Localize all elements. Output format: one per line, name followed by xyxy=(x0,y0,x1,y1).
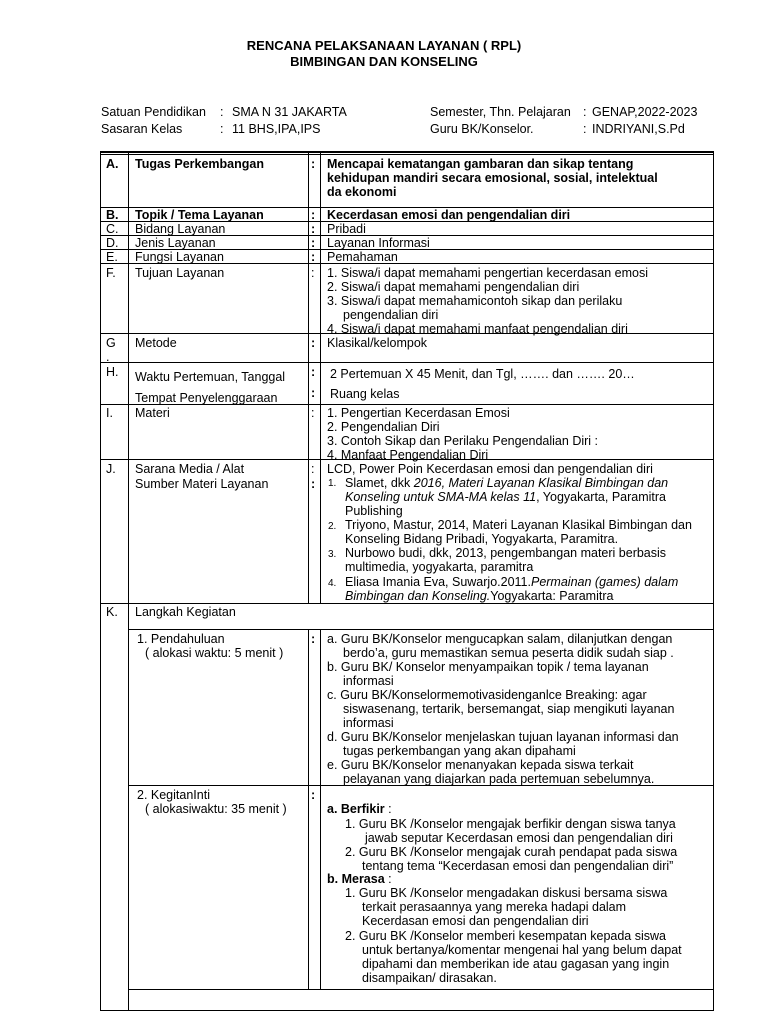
source-number: 3. xyxy=(328,549,337,560)
row-j-colon-2: : xyxy=(311,477,316,491)
inti-step: tentang tema “Kecerdasan emosi dan pengendalian diri” xyxy=(362,859,674,873)
row-g-label: Metode xyxy=(135,336,177,350)
inti-step: 1. Guru BK /Konselor mengajak berfikir dengan siswa tanya xyxy=(345,817,676,831)
source-item: Triyono, Mastur, 2014, Materi Layanan Klasikal Bimbingan dan xyxy=(345,518,692,532)
source-title: Bimbingan dan Konseling. xyxy=(345,589,491,603)
inti-colon: : xyxy=(311,788,316,802)
row-a-label: Tugas Perkembangan xyxy=(135,157,264,171)
pendahuluan-step: pelayanan yang diajarkan pada pertemuan sebelumnya. xyxy=(343,772,655,786)
row-k-label: Langkah Kegiatan xyxy=(135,605,236,619)
source-item xyxy=(345,575,678,589)
row-d-label: Jenis Layanan xyxy=(135,236,216,250)
source-publisher: , Yogyakarta, Paramitra xyxy=(536,490,667,504)
pendahuluan-step: e. Guru BK/Konselor menanyakan kepada siswa terkait xyxy=(327,758,634,772)
inti-step: terkait perasaannya yang mereka hadapi dalam xyxy=(362,900,627,914)
row-j-label-1: Sarana Media / Alat xyxy=(135,462,245,476)
row-i-item: 2. Pengendalian Diri xyxy=(327,420,440,434)
inti-step: dipahami dan memberikan ide atau gagasan yang ingin xyxy=(362,957,670,971)
row-j-value-1: LCD, Power Poin Kecerdasan emosi dan pengendalian diri xyxy=(327,462,653,476)
inti-merasa-colon: : xyxy=(384,872,392,886)
sasaran-value: 11 BHS,IPA,IPS xyxy=(232,122,321,136)
row-e-code: E. xyxy=(106,250,118,264)
row-a-value-line: da ekonomi xyxy=(327,185,397,199)
row-h-colon-2: : xyxy=(311,386,316,400)
source-number: 1. xyxy=(328,478,337,489)
row-j-label-2: Sumber Materi Layanan xyxy=(135,477,269,491)
source-item: Publishing xyxy=(345,504,403,518)
row-g-value: Klasikal/kelompok xyxy=(327,336,428,350)
row-f-item: pengendalian diri xyxy=(343,308,439,322)
inti-step: 2. Guru BK /Konselor mengajak curah pendapat pada siswa xyxy=(345,845,678,859)
row-j-colon-1: : xyxy=(311,462,315,476)
inti-step: untuk bertanya/komentar mengenai hal yang belum dapat xyxy=(362,943,682,957)
document-subtitle: BIMBINGAN DAN KONSELING xyxy=(290,54,478,69)
source-number: 4. xyxy=(328,578,337,589)
row-c-colon: : xyxy=(311,222,316,236)
pendahuluan-step: siswasenang, tertarik, bersemangat, siap mengikuti layanan xyxy=(343,702,675,716)
semester-colon: : xyxy=(583,105,587,119)
satuan-value: SMA N 31 JAKARTA xyxy=(232,105,347,119)
row-f-item: 2. Siswa/i dapat memahami pengendalian diri xyxy=(327,280,580,294)
inti-merasa-heading xyxy=(327,872,392,886)
inti-title: 2. KegitanInti xyxy=(137,788,210,802)
inti-berfikir-heading xyxy=(327,802,392,816)
source-item xyxy=(345,476,668,490)
row-f-colon: : xyxy=(311,266,315,280)
row-a-value-line: kehidupan mandiri secara emosional, sosial, intelektual xyxy=(327,171,658,185)
row-g-code-dot: . xyxy=(106,350,110,364)
guru-value: INDRIYANI,S.Pd xyxy=(592,122,685,136)
source-publisher: Yogyakarta: Paramitra xyxy=(490,589,614,603)
source-author: Eliasa Imania Eva, Suwarjo.2011. xyxy=(345,575,531,589)
row-h-value-1: 2 Pertemuan X 45 Menit, dan Tgl, ……. dan ……. 20… xyxy=(330,367,635,381)
row-h-label-1: Waktu Pertemuan, Tanggal xyxy=(135,370,286,384)
row-i-colon: : xyxy=(311,406,315,420)
source-title: Permainan (games) dalam xyxy=(530,575,679,589)
sasaran-colon: : xyxy=(220,122,224,136)
source-item: Nurbowo budi, dkk, 2013, pengembangan materi berbasis xyxy=(345,546,667,560)
row-i-code: I. xyxy=(106,406,113,420)
row-f-item: 3. Siswa/i dapat memahamicontoh sikap dan perilaku xyxy=(327,294,623,308)
row-j-code: J. xyxy=(106,462,116,476)
document-title: RENCANA PELAKSANAAN LAYANAN ( RPL) xyxy=(246,38,522,53)
pendahuluan-step: informasi xyxy=(343,674,394,688)
row-h-value-2: Ruang kelas xyxy=(330,387,400,401)
row-g-colon: : xyxy=(311,336,316,350)
row-i-item: 1. Pengertian Kecerdasan Emosi xyxy=(327,406,510,420)
row-c-value: Pribadi xyxy=(327,222,366,236)
pendahuluan-title: 1. Pendahuluan xyxy=(137,632,225,646)
satuan-label: Satuan Pendidikan xyxy=(101,105,206,119)
source-author: Slamet, dkk xyxy=(345,476,414,490)
row-e-colon: : xyxy=(311,250,316,264)
row-b-colon: : xyxy=(311,208,316,222)
source-item xyxy=(345,490,666,504)
row-c-code: C. xyxy=(106,222,119,236)
row-h-colon-1: : xyxy=(311,365,316,379)
row-h-label-2: Tempat Penyelenggaraan xyxy=(135,391,278,405)
row-d-colon: : xyxy=(311,236,316,250)
inti-berfikir-colon: : xyxy=(384,802,392,816)
inti-step: Kecerdasan emosi dan pengendalian diri xyxy=(362,914,589,928)
guru-colon: : xyxy=(583,122,587,136)
row-f-code: F. xyxy=(106,266,116,280)
row-g-code: G xyxy=(106,336,116,350)
pendahuluan-step: tugas perkembangan yang akan dipahami xyxy=(343,744,576,758)
row-b-value: Kecerdasan emosi dan pengendalian diri xyxy=(327,208,571,222)
row-a-colon: : xyxy=(311,157,316,171)
source-item: Konseling Bidang Pribadi, Yogyakarta, Paramitra. xyxy=(345,532,619,546)
row-a-value-line: Mencapai kematangan gambaran dan sikap tentang xyxy=(327,157,634,171)
row-k-code: K. xyxy=(106,605,118,619)
inti-berfikir-label: a. Berfikir xyxy=(327,802,385,816)
row-f-item: 1. Siswa/i dapat memahami pengertian kecerdasan emosi xyxy=(327,266,649,280)
pendahuluan-step: a. Guru BK/Konselor mengucapkan salam, dilanjutkan dengan xyxy=(327,632,673,646)
row-b-code: B. xyxy=(106,208,119,222)
source-number: 2. xyxy=(328,521,337,532)
pendahuluan-step: berdo’a, guru memastikan semua peserta didik sudah siap . xyxy=(343,646,674,660)
row-i-item: 4. Manfaat Pengendalian Diri xyxy=(327,448,489,462)
source-title: 2016, Materi Layanan Klasikal Bimbingan dan xyxy=(413,476,669,490)
row-e-label: Fungsi Layanan xyxy=(135,250,224,264)
semester-label: Semester, Thn. Pelajaran xyxy=(430,105,571,119)
inti-step: jawab seputar Kecerdasan emosi dan pengendalian diri xyxy=(365,831,673,845)
pendahuluan-step: c. Guru BK/Konselormemotivasidenganlce Breaking: agar xyxy=(327,688,647,702)
row-i-label: Materi xyxy=(135,406,170,420)
inti-step: disampaikan/ dirasakan. xyxy=(362,971,497,985)
row-d-code: D. xyxy=(106,236,119,250)
source-item xyxy=(345,589,613,603)
inti-alokasi: ( alokasiwaktu: 35 menit ) xyxy=(145,802,287,816)
inti-merasa-label: b. Merasa xyxy=(327,872,385,886)
row-f-label: Tujuan Layanan xyxy=(135,266,225,280)
pendahuluan-step: informasi xyxy=(343,716,394,730)
row-a-code: A. xyxy=(106,157,119,171)
pendahuluan-step: b. Guru BK/ Konselor menyampaikan topik / tema layanan xyxy=(327,660,649,674)
row-h-code: H. xyxy=(106,365,119,379)
pendahuluan-colon: : xyxy=(311,632,316,646)
pendahuluan-alokasi: ( alokasi waktu: 5 menit ) xyxy=(145,646,284,660)
satuan-colon: : xyxy=(220,105,224,119)
inti-step: 2. Guru BK /Konselor memberi kesempatan kepada siswa xyxy=(345,929,666,943)
row-f-item: 4. Siswa/i dapat memahami manfaat pengendalian diri xyxy=(327,322,628,336)
source-title: Konseling untuk SMA-MA kelas 11 xyxy=(345,490,537,504)
row-b-label: Topik / Tema Layanan xyxy=(135,208,264,222)
row-i-item: 3. Contoh Sikap dan Perilaku Pengendalian Diri : xyxy=(327,434,599,448)
sasaran-label: Sasaran Kelas xyxy=(101,122,183,136)
inti-step: 1. Guru BK /Konselor mengadakan diskusi bersama siswa xyxy=(345,886,668,900)
row-c-label: Bidang Layanan xyxy=(135,222,226,236)
row-e-value: Pemahaman xyxy=(327,250,398,264)
source-item: multimedia, yogyakarta, paramitra xyxy=(345,560,534,574)
pendahuluan-step: d. Guru BK/Konselor menjelaskan tujuan layanan informasi dan xyxy=(327,730,679,744)
semester-value: GENAP,2022-2023 xyxy=(592,105,698,119)
row-d-value: Layanan Informasi xyxy=(327,236,430,250)
guru-label: Guru BK/Konselor. xyxy=(430,122,534,136)
